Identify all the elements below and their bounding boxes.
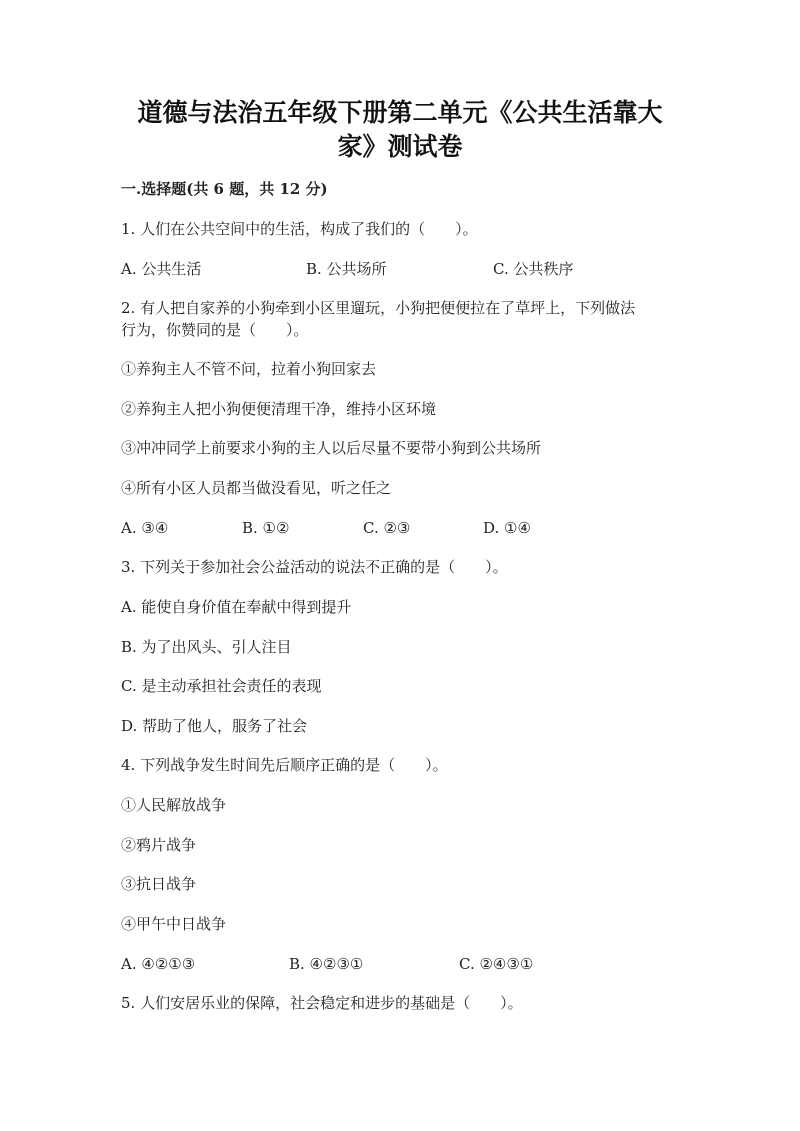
- question-3-option-a: A. 能使自身价值在奉献中得到提升: [121, 598, 352, 616]
- exam-title: [100, 96, 700, 164]
- question-3-stem: 3. 下列关于参加社会公益活动的说法不正确的是（ ）。: [121, 558, 508, 576]
- question-4-item-2: ②鸦片战争: [121, 836, 197, 854]
- question-2-item-2: ②养狗主人把小狗便便清理干净，维持小区环境: [121, 400, 437, 418]
- question-1-option-a: A. 公共生活: [121, 260, 202, 278]
- question-2-item-4: ④所有小区人员都当做没看见，听之任之: [121, 479, 392, 497]
- question-2-option-b: B. ①②: [242, 519, 290, 537]
- question-1-stem: 1. 人们在公共空间中的生活，构成了我们的（ ）。: [121, 220, 478, 238]
- question-4-stem: 4. 下列战争发生时间先后顺序正确的是（ ）。: [121, 756, 448, 774]
- question-4-option-c: C. ②④③①: [459, 955, 534, 973]
- question-4-item-3: ③抗日战争: [121, 875, 197, 893]
- question-2-stem-line-1: 2. 有人把自家养的小狗牵到小区里遛玩，小狗把便便拉在了草坪上，下列做法: [121, 299, 636, 317]
- question-5-stem: 5. 人们安居乐业的保障，社会稳定和进步的基础是（ ）。: [121, 994, 523, 1012]
- title-line-1: 道德与法治五年级下册第二单元《公共生活靠大: [137, 98, 663, 127]
- question-2-option-d: D. ①④: [483, 519, 531, 537]
- title-line-2: 家》测试卷: [337, 132, 463, 161]
- question-1-option-c: C. 公共秩序: [493, 260, 574, 278]
- question-2-item-1: ①养狗主人不管不问，拉着小狗回家去: [121, 360, 377, 378]
- question-4-item-4: ④甲午中日战争: [121, 915, 227, 933]
- section-heading: 一.选择题(共 6 题，共 12 分): [121, 180, 328, 198]
- question-4-item-1: ①人民解放战争: [121, 796, 227, 814]
- question-2-item-3: ③冲冲同学上前要求小狗的主人以后尽量不要带小狗到公共场所: [121, 439, 542, 457]
- question-1-option-b: B. 公共场所: [306, 260, 387, 278]
- question-2-option-a: A. ③④: [121, 519, 169, 537]
- question-2-stem-line-2: 行为，你赞同的是（ ）。: [121, 321, 309, 339]
- question-4-option-b: B. ④②③①: [289, 955, 364, 973]
- question-2-option-c: C. ②③: [363, 519, 411, 537]
- question-4-option-a: A. ④②①③: [121, 955, 196, 973]
- question-3-option-b: B. 为了出风头、引人注目: [121, 638, 292, 656]
- question-3-option-d: D. 帮助了他人，服务了社会: [121, 717, 308, 735]
- question-3-option-c: C. 是主动承担社会责任的表现: [121, 677, 322, 695]
